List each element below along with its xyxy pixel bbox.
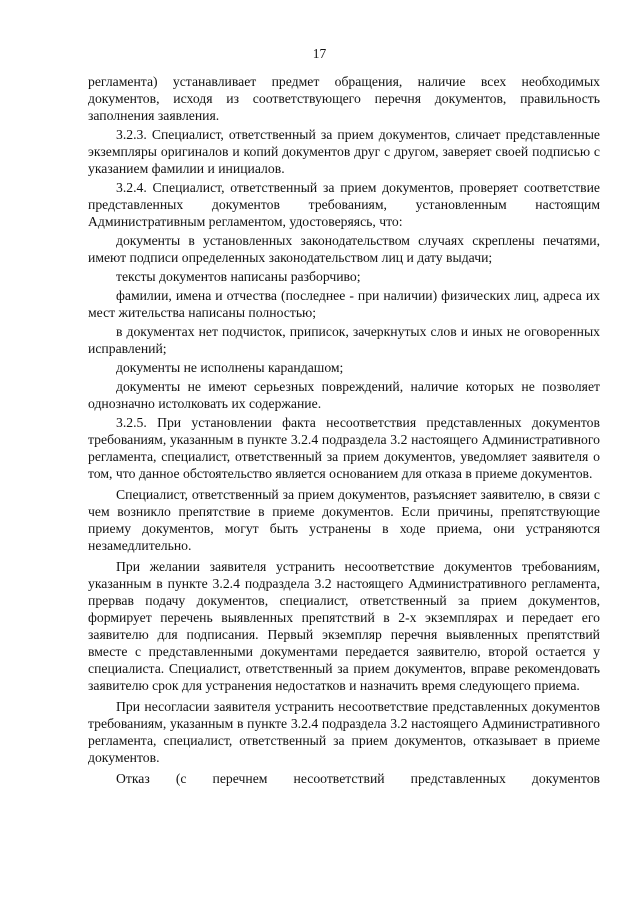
paragraph: Отказ (с перечнем несоответствий представленных документов bbox=[116, 771, 600, 786]
paragraph: регламента) устанавливает предмет обращения, наличие всех необходимых документов, исходя из соответствующего перечня документов, правильность заполнения заявления. bbox=[88, 74, 600, 123]
paragraph: тексты документов написаны разборчиво; bbox=[116, 269, 361, 284]
paragraph: 3.2.5. При установлении факта несоответствия представленных документов требованиям, указанным в пункте 3.2.4 подраздела 3.2 настоящего Административного регламента, специалист, ответственный за прием документов, уведомляет заявителя о том, что данное обстоятельство является основанием для отказа в приеме документов. bbox=[88, 415, 600, 481]
paragraph: Специалист, ответственный за прием документов, разъясняет заявителю, в связи с чем возникло препятствие в приеме документов. Если причины, препятствующие приему документов, могут быть устранены в ходе приема, они устраняются незамедлительно. bbox=[88, 487, 600, 553]
paragraph: При несогласии заявителя устранить несоответствие представленных документов требованиям, указанным в пункте 3.2.4 подраздела 3.2 настоящего Административного регламента, специалист, ответственный за прием документов, отказывает в приеме документов. bbox=[88, 699, 600, 765]
paragraph: документы не имеют серьезных повреждений, наличие которых не позволяет однозначно истолковать их содержание. bbox=[88, 379, 600, 411]
document-body bbox=[88, 73, 600, 787]
paragraph: в документах нет подчисток, приписок, зачеркнутых слов и иных не оговоренных исправлений; bbox=[88, 324, 600, 356]
paragraph: документы не исполнены карандашом; bbox=[116, 360, 344, 375]
paragraph: фамилии, имена и отчества (последнее - при наличии) физических лиц, адреса их мест жительства написаны полностью; bbox=[88, 288, 600, 320]
page-number: 17 bbox=[312, 46, 327, 61]
paragraph: 3.2.4. Специалист, ответственный за прием документов, проверяет соответствие представленных документов требованиям, установленным настоящим Административным регламентом, удостоверяясь, что: bbox=[88, 180, 600, 229]
paragraph: 3.2.3. Специалист, ответственный за прием документов, сличает представленные экземпляры оригиналов и копий документов друг с другом, заверяет своей подписью с указанием фамилии и инициалов. bbox=[88, 127, 600, 176]
paragraph: документы в установленных законодательством случаях скреплены печатями, имеют подписи определенных законодательством лиц и дату выдачи; bbox=[88, 233, 600, 265]
paragraph: При желании заявителя устранить несоответствие документов требованиям, указанным в пункте 3.2.4 подраздела 3.2 настоящего Административного регламента, прервав подачу документов, специалист, ответственный за прием документов, формирует перечень выявленных препятствий в 2-х экземплярах и передает его заявителю для подписания. Первый экземпляр перечня выявленных препятствий вместе с представленными документами передается заявителю, второй остается у специалиста. Специалист, ответственный за прием документов, вправе рекомендовать заявителю срок для устранения недостатков и назначить время следующего приема. bbox=[88, 559, 600, 693]
